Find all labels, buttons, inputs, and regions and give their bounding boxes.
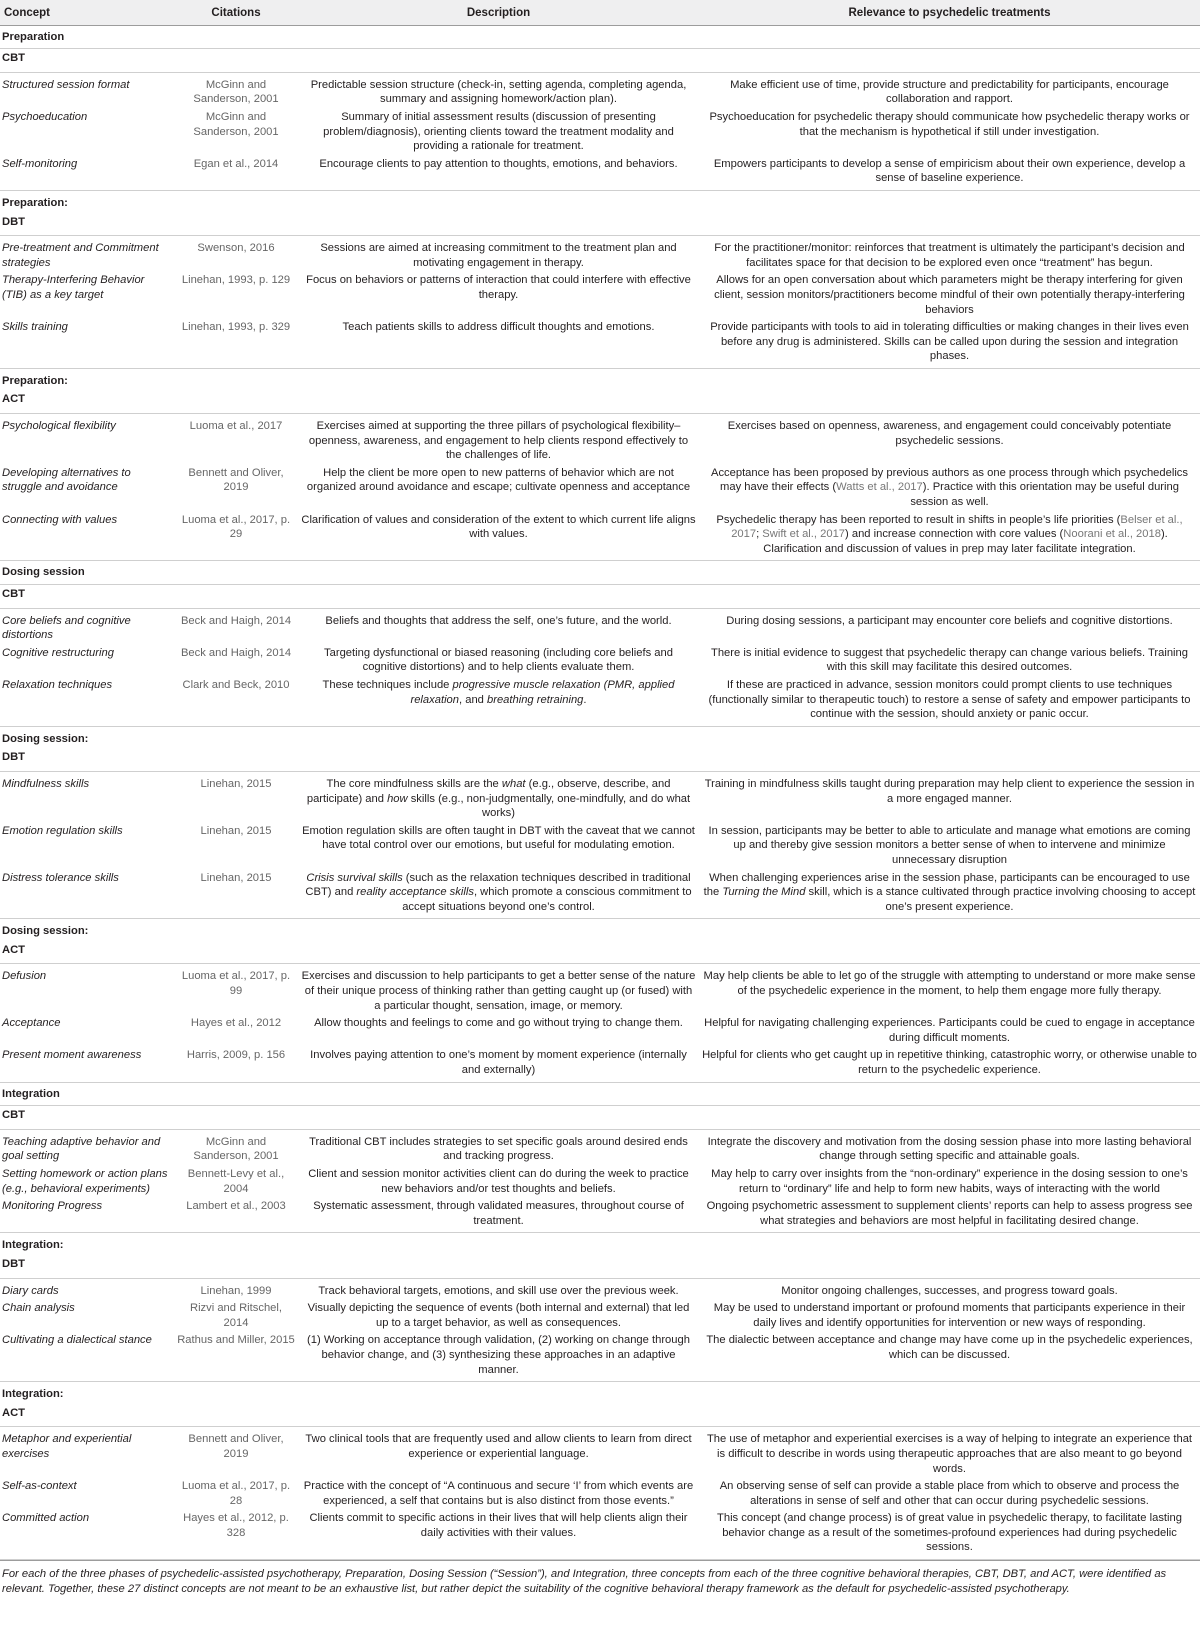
citation-cell: Luoma et al., 2017, p. 29 <box>174 512 298 561</box>
phase-heading: Preparation: <box>2 196 68 209</box>
therapy-heading: ACT <box>0 390 1200 413</box>
text-fragment: skills (e.g., non-judgmentally, one-mindfully, and do what works) <box>407 792 691 820</box>
text-fragment: , which promote a conscious commitment to accept situations beyond one’s control. <box>402 886 692 913</box>
description-cell: Focus on behaviors or patterns of interaction that could interfere with effective therapy. <box>306 274 691 301</box>
description-cell: Emotion regulation skills are often taught in DBT with the caveat that we cannot have total control over our emotions, but useful for modulating emotion. <box>302 824 695 852</box>
relevance-cell: During dosing sessions, a participant may encounter core beliefs and cognitive distortions. <box>726 614 1173 627</box>
therapy-heading: CBT <box>0 1106 1200 1130</box>
relevance-cell: May be used to understand important or profound moments that participants experience in their daily lives and identify opportunities for intervention or new ways of responding. <box>713 1302 1186 1329</box>
citation-cell: Linehan, 1999 <box>200 1284 272 1297</box>
concept-cell: Chain analysis <box>2 1302 75 1315</box>
citation-cell: Swenson, 2016 <box>197 242 275 255</box>
reference-link: Watts et al., 2017 <box>836 481 923 494</box>
phase-heading: Preparation: <box>2 374 68 387</box>
table-row <box>0 771 1200 822</box>
header-relevance: Relevance to psychedelic treatments <box>699 0 1200 25</box>
text-fragment: , and <box>459 693 487 706</box>
table-row <box>0 964 1200 1015</box>
concept-cell: Connecting with values <box>0 512 174 561</box>
text-fragment: ) and increase connection with core values ( <box>845 528 1064 541</box>
description-cell: Track behavioral targets, emotions, and skill use over the previous week. <box>318 1284 679 1297</box>
table-row <box>0 870 1200 919</box>
phase-row <box>0 1233 1200 1255</box>
description-cell: Help the client be more open to new patterns of behavior which are not organized around avoidance and escape; cultivate openness and acceptance <box>306 466 691 494</box>
concept-cell: Psychoeducation <box>2 110 88 123</box>
relevance-cell: Empowers participants to develop a sense of empiricism about their own experience, develop a sense of baseline experience. <box>699 156 1200 191</box>
description-cell: Encourage clients to pay attention to thoughts, emotions, and behaviors. <box>298 156 699 191</box>
concept-cell: Defusion <box>2 970 47 983</box>
description-cell: Teach patients skills to address difficult thoughts and emotions. <box>298 319 699 368</box>
table-row <box>0 1015 1200 1047</box>
citation-cell: Luoma et al., 2017, p. 99 <box>181 970 291 998</box>
citation-cell: Hayes et al., 2012 <box>190 1017 282 1030</box>
citation-cell: Luoma et al., 2017 <box>189 420 283 433</box>
therapy-heading: CBT <box>0 49 1200 73</box>
citation-cell: Linehan, 2015 <box>200 777 272 790</box>
citation-cell: Harris, 2009, p. 156 <box>174 1047 298 1082</box>
phase-row <box>0 368 1200 390</box>
emphasis-text: how <box>387 792 408 805</box>
relevance-cell: The use of metaphor and experiential exercises is a way of helping to integrate an experience that is difficult to describe in words using therapeutic approaches that are also meant to go beyond words. <box>706 1433 1193 1475</box>
table-row <box>0 677 1200 726</box>
table-row <box>0 1278 1200 1300</box>
citation-cell: Egan et al., 2014 <box>174 156 298 191</box>
citation-cell: Rathus and Miller, 2015 <box>174 1332 298 1381</box>
phase-row <box>0 919 1200 941</box>
phase-row <box>0 1082 1200 1106</box>
concept-cell: Self-monitoring <box>0 156 174 191</box>
description-cell: Clients commit to specific actions in their lives that will help clients align their daily activities with their values. <box>298 1510 699 1559</box>
concept-cell: Developing alternatives to struggle and avoidance <box>2 466 131 494</box>
citation-cell: Linehan, 2015 <box>200 824 272 837</box>
concept-cell: Diary cards <box>2 1284 59 1297</box>
therapy-row <box>0 49 1200 73</box>
citation-cell: Linehan, 1993, p. 129 <box>181 274 291 287</box>
table-row <box>0 109 1200 156</box>
therapy-row <box>0 1106 1200 1130</box>
concept-cell: Acceptance <box>2 1017 61 1030</box>
text-fragment: ; <box>756 528 763 541</box>
text-fragment: Psychedelic therapy has been reported to result in shifts in people’s life priorities ( <box>716 513 1121 526</box>
table-row <box>0 319 1200 368</box>
citation-cell: Bennett and Oliver, 2019 <box>188 1433 284 1460</box>
citation-cell: Clark and Beck, 2010 <box>174 677 298 726</box>
table-row <box>0 1427 1200 1478</box>
description-cell: Allow thoughts and feelings to come and go without trying to change them. <box>314 1017 683 1030</box>
description-cell: Systematic assessment, through validated measures, throughout course of treatment. <box>298 1198 699 1233</box>
text-fragment: ). Clarification and discussion of values in prep may later facilitate integration. <box>763 528 1168 555</box>
description-cell <box>298 771 699 822</box>
therapy-row <box>0 1255 1200 1278</box>
phase-heading: Dosing session <box>0 561 1200 585</box>
relevance-cell: Psychoeducation for psychedelic therapy should communicate how psychedelic therapy works or that the mechanism is hypothetical if still under investigation. <box>709 110 1190 138</box>
text-fragment: (e.g., observe, describe, and participate) and <box>306 777 671 805</box>
therapy-row <box>0 941 1200 964</box>
relevance-cell: May help to carry over insights from the “non-ordinary” experience in the dosing session to one’s return to “ordinary” life and help to form new habits, ways of interacting with the world <box>711 1168 1188 1195</box>
description-cell: Clarification of values and consideration of the extent to which current life aligns with values. <box>298 512 699 561</box>
table-row <box>0 236 1200 273</box>
relevance-cell: Helpful for clients who get caught up in repetitive thinking, catastrophic worry, or otherwise unable to return to the psychedelic experience. <box>699 1047 1200 1082</box>
text-fragment: Acceptance has been proposed by previous authors as one process through which psychedelics may have their effects ( <box>710 466 1188 494</box>
phase-heading: Integration: <box>2 1239 64 1252</box>
emphasis-text: what <box>501 777 526 790</box>
concept-cell: Cognitive restructuring <box>2 646 114 659</box>
citation-cell: Linehan, 1993, p. 329 <box>174 319 298 368</box>
table-row <box>0 1510 1200 1559</box>
concept-cell: Monitoring Progress <box>0 1198 174 1233</box>
reference-link: Swift et al., 2017 <box>762 528 846 541</box>
therapy-heading: CBT <box>0 585 1200 609</box>
description-cell: (1) Working on acceptance through validation, (2) working on change through behavior change, and (3) synthesizing these approaches in an adaptive manner. <box>298 1332 699 1381</box>
relevance-cell: An observing sense of self can provide a stable place from which to observe and process the alterations in sense of self and other that can occur during psychedelic sessions. <box>719 1480 1180 1507</box>
concept-cell: Psychological flexibility <box>2 420 116 433</box>
therapy-row <box>0 585 1200 609</box>
citation-cell: McGinn and Sanderson, 2001 <box>193 1135 279 1163</box>
therapy-heading: DBT <box>0 748 1200 771</box>
citation-cell: Beck and Haigh, 2014 <box>180 646 292 659</box>
table-row <box>0 512 1200 561</box>
table-footnote: For each of the three phases of psychedelic-assisted psychotherapy, Preparation, Dosing Session (“Session”), and Integration, three concepts from each of the three cognitive behavioral therapies, CBT, DBT, and ACT, were identified as relevant. Together, these 27 distinct concepts are not meant to be an exhaustive list, but rather depict the suitability of the cognitive behavioral therapy framework as the default for psychedelic-assisted psychotherapy. <box>0 1560 1200 1596</box>
concept-cell: Cultivating a dialectical stance <box>0 1332 174 1381</box>
table-header <box>0 0 1200 25</box>
relevance-cell: There is initial evidence to suggest that psychedelic therapy can change various beliefs. Training with this skill may facilitate this desired outcomes. <box>711 646 1188 674</box>
text-fragment: The core mindfulness skills are the <box>326 777 502 790</box>
relevance-cell: The dialectic between acceptance and change may have come up in the psychedelic experiences, which can be discussed. <box>699 1332 1200 1381</box>
relevance-cell <box>699 465 1200 512</box>
description-cell: Two clinical tools that are frequently used and allow clients to learn from direct experience or experiential language. <box>305 1433 692 1460</box>
relevance-cell: For the practitioner/monitor: reinforces that treatment is ultimately the participant’s decision and facilitates space for that decision to be explored even once “treatment” has begun. <box>714 242 1185 269</box>
concept-cell: Core beliefs and cognitive distortions <box>2 614 131 642</box>
therapy-row <box>0 390 1200 413</box>
table-body <box>0 25 1200 1559</box>
table-row <box>0 608 1200 645</box>
therapy-row <box>0 1404 1200 1427</box>
table-row <box>0 72 1200 109</box>
relevance-cell <box>699 512 1200 561</box>
description-cell: Traditional CBT includes strategies to set specific goals around desired ends and tracking progress. <box>309 1135 688 1163</box>
emphasis-text: progressive muscle relaxation (PMR, applied relaxation <box>410 678 675 706</box>
table-row <box>0 1129 1200 1166</box>
concept-cell: Emotion regulation skills <box>2 824 123 837</box>
table-row <box>0 1478 1200 1510</box>
text-fragment: (such as the relaxation techniques described in traditional CBT) and <box>305 871 691 899</box>
emphasis-text: breathing retraining <box>487 693 584 706</box>
relevance-cell: May help clients be able to let go of the struggle with attempting to understand or more make sense of the psychedelic experience in the moment, to help them engage more fully therapy. <box>703 970 1196 998</box>
phase-heading: Preparation <box>0 25 1200 49</box>
table-row <box>0 1332 1200 1381</box>
citation-cell: McGinn and Sanderson, 2001 <box>193 78 279 106</box>
emphasis-text: Turning the Mind <box>722 886 806 899</box>
description-cell: Summary of initial assessment results (discussion of presenting problem/diagnosis), orienting clients toward the treatment modality and providing a rationale for treatment. <box>323 110 674 153</box>
citation-cell: Lambert et al., 2003 <box>174 1198 298 1233</box>
concept-cell: Skills training <box>0 319 174 368</box>
table-row <box>0 645 1200 677</box>
citation-cell: Bennett-Levy et al., 2004 <box>187 1168 285 1195</box>
text-fragment: These techniques include <box>322 678 453 691</box>
relevance-cell <box>699 870 1200 919</box>
phase-row <box>0 190 1200 212</box>
relevance-cell: Ongoing psychometric assessment to supplement clients’ reports can help to assess progress see what strategies and behaviors are most helpful in facilitating desired change. <box>699 1198 1200 1233</box>
description-cell <box>298 870 699 919</box>
description-cell: Predictable session structure (check-in, setting agenda, completing agenda, summary and assigning homework/action plan). <box>310 78 687 106</box>
text-fragment: When challenging experiences arise in the session phase, participants can be encouraged to use the <box>703 871 1190 899</box>
description-cell: Targeting dysfunctional or biased reasoning (including core beliefs and cognitive distortions) and to help clients evaluate them. <box>324 646 673 674</box>
header-description: Description <box>298 0 699 25</box>
relevance-cell: Training in mindfulness skills taught during preparation may help client to experience the session in a more engaged manner. <box>704 777 1195 805</box>
table-row <box>0 272 1200 319</box>
relevance-cell: If these are practiced in advance, session monitors could prompt clients to use techniques (functionally similar to therapeutic touch) to restore a sense of safety and empower participants to continue with the session, should anxiety or panic occur. <box>699 677 1200 726</box>
description-cell: Sessions are aimed at increasing commitment to the treatment plan and motivating engagement in therapy. <box>320 242 677 269</box>
therapy-heading: DBT <box>0 1255 1200 1278</box>
therapy-heading: ACT <box>0 1404 1200 1427</box>
description-cell: Exercises and discussion to help participants to get a better sense of the nature of their unique process of thinking rather than getting caught up (or fused) with a particular thought, sensation, image, or memory. <box>301 970 696 1012</box>
concept-cell: Setting homework or action plans (e.g., behavioral experiments) <box>2 1168 168 1195</box>
table-row <box>0 823 1200 870</box>
citation-cell: Bennett and Oliver, 2019 <box>188 466 284 494</box>
concept-cell: Distress tolerance skills <box>0 870 174 919</box>
phase-row <box>0 1382 1200 1404</box>
concept-cell: Therapy-Interfering Behavior (TIB) as a key target <box>2 274 145 301</box>
concept-cell: Structured session format <box>2 78 130 91</box>
concept-cell: Present moment awareness <box>0 1047 174 1082</box>
text-fragment: skill, which is a stance cultivated through practice involving choosing to accept one’s present experience. <box>805 886 1196 913</box>
relevance-cell: Monitor ongoing challenges, successes, and progress toward goals. <box>781 1284 1118 1297</box>
therapy-row <box>0 213 1200 236</box>
reference-link: Noorani et al., 2018 <box>1063 528 1161 541</box>
concept-cell: Committed action <box>0 1510 174 1559</box>
description-cell: Client and session monitor activities client can do during the week to practice new behaviors and/or test thoughts and beliefs. <box>308 1168 689 1195</box>
phase-row <box>0 726 1200 748</box>
citation-cell: Rizvi and Ritschel, 2014 <box>189 1302 283 1329</box>
phase-row <box>0 561 1200 585</box>
phase-heading: Dosing session: <box>2 925 89 938</box>
phase-heading: Integration <box>0 1082 1200 1106</box>
relevance-cell: Allows for an open conversation about which parameters might be therapy interfering for given client, session monitors/practitioners become mindful of their own potentially therapy-interfering behaviors <box>714 274 1185 316</box>
header-concept: Concept <box>0 0 174 25</box>
relevance-cell: This concept (and change process) is of great value in psychedelic therapy, to facilitate lasting behavior change as a result of the sometimes-profound experiences had during psychedelic sessions. <box>699 1510 1200 1559</box>
therapy-heading: DBT <box>0 213 1200 236</box>
description-cell: Beliefs and thoughts that address the self, one’s future, and the world. <box>325 614 672 627</box>
concept-cell: Self-as-context <box>2 1480 77 1493</box>
table-row <box>0 465 1200 512</box>
citation-cell: Hayes et al., 2012, p. 328 <box>174 1510 298 1559</box>
citation-cell: McGinn and Sanderson, 2001 <box>193 110 279 138</box>
description-cell: Practice with the concept of “A continuous and secure ‘I’ from which events are experienced, a self that contains but is also distinct from those events.” <box>303 1480 694 1507</box>
description-cell: Exercises aimed at supporting the three pillars of psychological flexibility–openness, awareness, and engagement to help clients respond effectively to the challenges of life. <box>308 420 689 462</box>
emphasis-text: reality acceptance skills <box>356 886 474 899</box>
table-row <box>0 1166 1200 1198</box>
table-row <box>0 414 1200 465</box>
concept-cell: Teaching adaptive behavior and goal setting <box>2 1135 161 1163</box>
therapy-row <box>0 748 1200 771</box>
relevance-cell: Exercises based on openness, awareness, and engagement could conceivably potentiate psychedelic sessions. <box>727 420 1172 447</box>
concept-cell: Relaxation techniques <box>0 677 174 726</box>
description-cell <box>298 677 699 726</box>
concept-cell: Mindfulness skills <box>2 777 90 790</box>
relevance-cell: Provide participants with tools to aid in tolerating difficulties or making changes in their lives even before any drug is administered. Skills can be called upon during the session and integration phases. <box>699 319 1200 368</box>
description-cell: Visually depicting the sequence of events (both internal and external) that led up to a target behavior, as well as consequences. <box>307 1302 690 1329</box>
emphasis-text: Crisis survival skills <box>306 871 403 884</box>
concept-cell: Metaphor and experiential exercises <box>2 1433 132 1460</box>
concept-cell: Pre-treatment and Commitment strategies <box>2 242 159 269</box>
relevance-cell: Helpful for navigating challenging experiences. Participants could be cued to engage in acceptance during difficult moments. <box>704 1017 1195 1044</box>
description-cell: Involves paying attention to one’s moment by moment experience (internally and externally) <box>298 1047 699 1082</box>
phase-heading: Dosing session: <box>2 732 89 745</box>
table-row <box>0 156 1200 191</box>
phase-heading: Integration: <box>2 1388 64 1401</box>
table-row <box>0 1300 1200 1332</box>
citation-cell: Luoma et al., 2017, p. 28 <box>181 1480 291 1507</box>
citation-cell: Beck and Haigh, 2014 <box>180 614 292 627</box>
reference-link: Belser et al., 2017 <box>731 513 1183 541</box>
table-row <box>0 1047 1200 1082</box>
citation-cell: Linehan, 2015 <box>174 870 298 919</box>
header-citations: Citations <box>174 0 298 25</box>
text-fragment: ). Practice with this orientation may be useful during session as well. <box>910 481 1179 509</box>
relevance-cell: In session, participants may be better to able to articulate and manage what emotions are coming up and thereby give session monitors a better sense of when to intervene and minimize unnecessary disruption <box>708 824 1191 866</box>
table-row <box>0 1198 1200 1233</box>
phase-row <box>0 25 1200 49</box>
relevance-cell: Make efficient use of time, provide structure and predictability for participants, encourage collaboration and rapport. <box>730 78 1169 106</box>
relevance-cell: Integrate the discovery and motivation from the dosing session phase into more lasting behavioral change through setting specific and attainable goals. <box>707 1135 1192 1163</box>
therapy-heading: ACT <box>0 941 1200 964</box>
text-fragment: . <box>583 693 587 706</box>
